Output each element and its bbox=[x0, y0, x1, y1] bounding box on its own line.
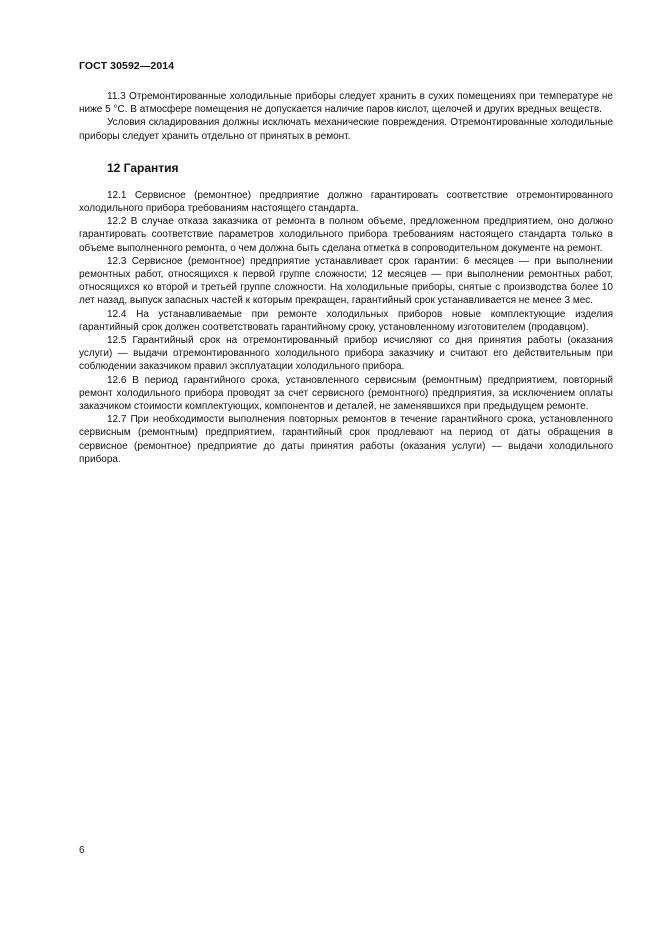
spacer bbox=[79, 175, 613, 189]
page-number: 6 bbox=[79, 845, 85, 856]
document-body bbox=[79, 90, 613, 466]
paragraph-12-5: 12.5 Гарантийный срок на отремонтированный прибор исчисляют со дня принятия работы (оказания услуги) — выдачи отремонтированного холодильного прибора заказчику и считают его действительным при соблюдении заказчиком правил эксплуатации холодильного прибора. bbox=[79, 335, 613, 373]
paragraph-12-1: 12.1 Сервисное (ремонтное) предприятие должно гарантировать соответствие отремонтированного холодильного прибора требованиям настоящего стандарта. bbox=[79, 189, 613, 215]
paragraph-12-4: 12.4 На устанавливаемые при ремонте холодильных приборов новые комплектующие изделия гарантийный срок должен соответствовать гарантийному сроку, установленному изготовителем (продавцом). bbox=[79, 308, 613, 333]
section-title-warranty: 12 Гарантия bbox=[107, 160, 179, 175]
paragraph-12-2: 12.2 В случае отказа заказчика от ремонта в полном объеме, предложенном предприятием, оно должно гарантировать соответствие параметров холодильного прибора требованиям настоящего стандарта только в объеме выполненного ремонта, о чем должна быть сделана отметка в сопроводительном документе на ремонт. bbox=[79, 216, 613, 254]
paragraph-12-7: 12.7 При необходимости выполнения повторных ремонтов в течение гарантийного срока, установленного сервисным (ремонтным) предприятием, гарантийный срок продлевают на период от даты обращения в сервисное (ремонтное) предприятие до даты принятия работы (оказания услуги) — выдачи холодильного прибора. bbox=[79, 414, 613, 465]
paragraph-12-3: 12.3 Сервисное (ремонтное) предприятие устанавливает срок гарантии: 6 месяцев — при выполнении ремонтных работ, относящихся к первой группе сложности; 12 месяцев — при выполнении ремонтных работ, относящихся ко второй и третьей группе сложности. На холодильные приборы, снятые с производства более 10 лет назад, выпуск запасных частей к которым прекращен, гарантийный срок устанавливается не менее 3 мес. bbox=[79, 255, 613, 307]
spacer bbox=[79, 143, 613, 161]
paragraph-12-6: 12.6 В период гарантийного срока, установленного сервисным (ремонтным) предприятием, повторный ремонт холодильного прибора проводят за счет сервисного (ремонтного) предприятия, за исключением оплаты заказчиком стоимости комплектующих, компонентов и деталей, не заменявшихся при предыдущем ремонте. bbox=[79, 374, 613, 413]
paragraph-11-3: 11.3 Отремонтированные холодильные приборы следует хранить в сухих помещениях при температуре не ниже 5 °С. В атмосфере помещения не допускается наличие паров кислот, щелочей и других вредных веществ. bbox=[79, 91, 613, 116]
document-header: ГОСТ 30592—2014 bbox=[79, 60, 175, 72]
paragraph-storage-conditions: Условия складирования должны исключать механические повреждения. Отремонтированные холодильные приборы следует хранить отдельно от принятых в ремонт. bbox=[79, 117, 613, 142]
